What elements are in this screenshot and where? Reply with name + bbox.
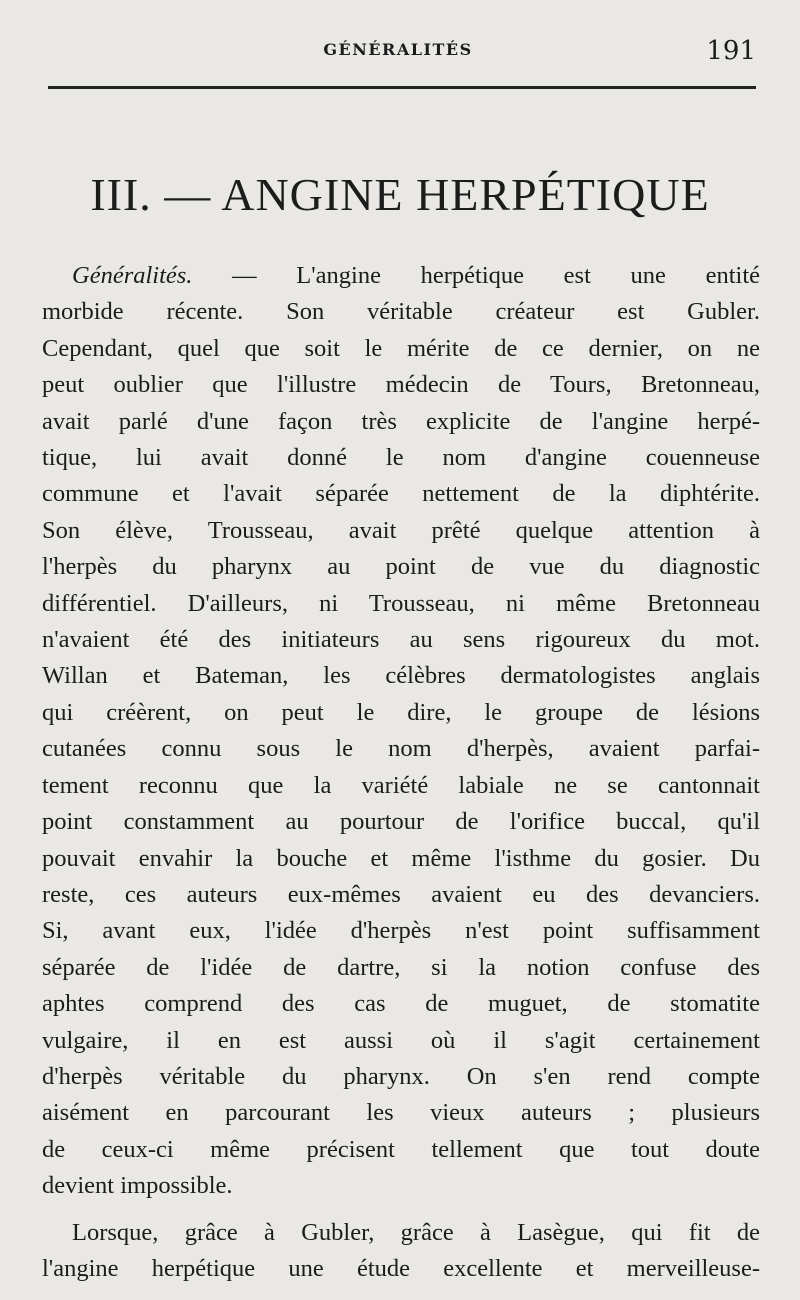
text-line: différentiel. D'ailleurs, ni Trousseau, ni même Bretonneau — [42, 589, 760, 617]
text-line: avait parlé d'une façon très explicite de l'angine herpé- — [42, 407, 760, 435]
text-line: d'herpès véritable du pharynx. On s'en rend compte — [42, 1062, 760, 1090]
text-line: de ceux-ci même précisent tellement que tout doute — [42, 1135, 760, 1163]
section-lead: Généralités. — [72, 262, 193, 289]
text-line: Willan et Bateman, les célèbres dermatologistes anglais — [42, 662, 760, 690]
text-line: cutanées connu sous le nom d'herpès, avaient parfai- — [42, 735, 760, 763]
text-line: devient impossible. — [42, 1172, 233, 1200]
text-line: aphtes comprend des cas de muguet, de stomatite — [42, 990, 760, 1018]
page-number: 191 — [706, 36, 756, 66]
text-line: pouvait envahir la bouche et même l'isthme du gosier. Du — [42, 844, 760, 872]
text-line: Cependant, quel que soit le mérite de ce dernier, on ne — [42, 334, 760, 362]
header-rule — [48, 86, 756, 89]
text-line: Lorsque, grâce à Gubler, grâce à Lasègue, qui fit de — [72, 1218, 760, 1246]
text-line: n'avaient été des initiateurs au sens rigoureux du mot. — [42, 626, 760, 654]
text-line: tement reconnu que la variété labiale ne se cantonnait — [42, 771, 760, 799]
text-line: l'angine herpétique une étude excellente et merveilleuse- — [42, 1254, 760, 1282]
body-text — [42, 258, 760, 1287]
text-line: vulgaire, il en est aussi où il s'agit certainement — [42, 1026, 760, 1054]
paragraph-1-line-text: — L'angine herpétique est une entité — [192, 262, 760, 289]
paragraph-1-line — [42, 258, 760, 294]
text-line: l'herpès du pharynx au point de vue du diagnostic — [42, 553, 760, 581]
text-line: commune et l'avait séparée nettement de la diphtérite. — [42, 480, 760, 508]
chapter-title: III. — ANGINE HERPÉTIQUE — [90, 169, 710, 220]
text-line: qui créèrent, on peut le dire, le groupe de lésions — [42, 698, 760, 726]
text-line: peut oublier que l'illustre médecin de Tours, Bretonneau, — [42, 371, 760, 399]
paragraph-1 — [42, 294, 760, 1204]
text-line: tique, lui avait donné le nom d'angine couenneuse — [42, 444, 760, 472]
text-line: morbide récente. Son véritable créateur est Gubler. — [42, 298, 760, 326]
running-title: GÉNÉRALITÉS — [323, 40, 473, 59]
text-line: Si, avant eux, l'idée d'herpès n'est point suffisamment — [42, 917, 760, 945]
text-line: reste, ces auteurs eux-mêmes avaient eu des devanciers. — [42, 880, 760, 908]
text-line: Son élève, Trousseau, avait prêté quelque attention à — [42, 516, 760, 544]
text-line: point constamment au pourtour de l'orifice buccal, qu'il — [42, 808, 760, 836]
text-line: séparée de l'idée de dartre, si la notion confuse des — [42, 953, 760, 981]
running-head — [40, 36, 756, 68]
paragraph-2 — [42, 1215, 760, 1288]
text-line: aisément en parcourant les vieux auteurs ; plusieurs — [42, 1099, 760, 1127]
